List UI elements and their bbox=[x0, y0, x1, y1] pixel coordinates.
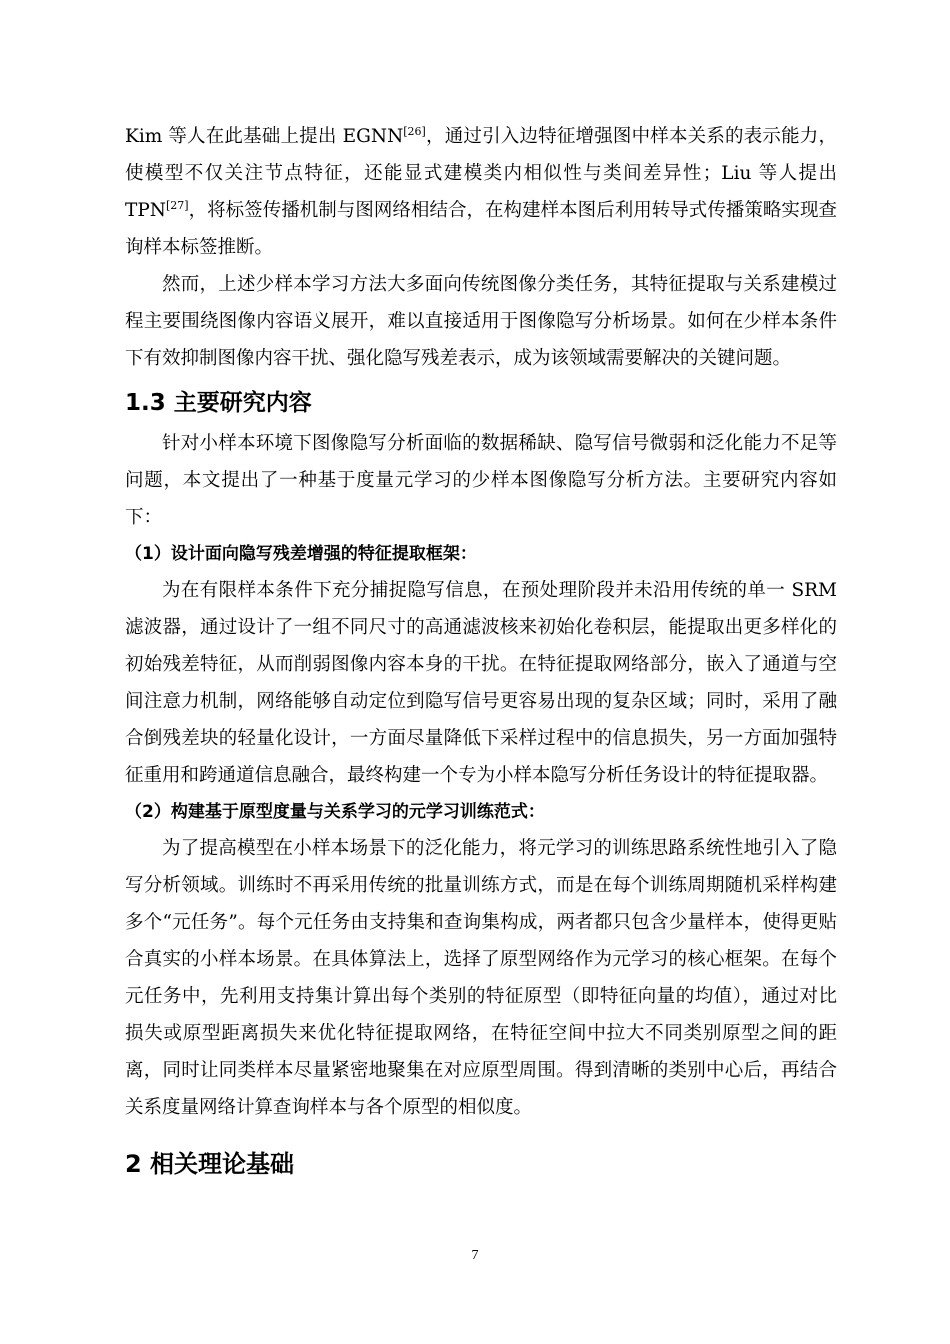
paragraph-limitation: 然而，上述少样本学习方法大多面向传统图像分类任务，其特征提取与关系建模过程主要围绕图像内容语义展开，难以直接适用于图像隐写分析场景。如何在少样本条件下有效抑制图像内容干扰、强化隐写残差表示，成为该领域需要解决的关键问题。 bbox=[125, 274, 837, 369]
paragraph-egnn-tpn bbox=[125, 118, 837, 266]
subheading-meta-learning: （2）构建基于原型度量与关系学习的元学习训练范式： bbox=[125, 802, 545, 822]
text-span: Kim 等人在此基础上提出 EGNN bbox=[125, 126, 404, 147]
page-body bbox=[125, 118, 837, 1186]
citation-ref: [26] bbox=[403, 124, 426, 138]
paragraph-feature-extraction: 为在有限样本条件下充分捕捉隐写信息，在预处理阶段并未沿用传统的单一 SRM 滤波器，通过设计了一组不同尺寸的高通滤波核来初始化卷积层，能提取出更多样化的初始残差特征，从而削弱图像内容本身的干扰。在特征提取网络部分，嵌入了通道与空间注意力机制，网络能够自动定位到隐写信号更容易出现的复杂区域；同时，采用了融合倒残差块的轻量化设计，一方面尽量降低下采样过程中的信息损失，另一方面加强特征重用和跨通道信息融合，最终构建一个专为小样本隐写分析任务设计的特征提取器。 bbox=[125, 580, 837, 786]
citation-ref: [27] bbox=[165, 198, 189, 212]
subheading-feature-extraction: （1）设计面向隐写残差增强的特征提取框架： bbox=[125, 544, 477, 564]
paragraph-meta-learning: 为了提高模型在小样本场景下的泛化能力，将元学习的训练思路系统性地引入了隐写分析领域。训练时不再采用传统的批量训练方式，而是在每个训练周期随机采样构建多个“元任务”。每个元任务由支持集和查询集构成，两者都只包含少量样本，使得更贴合真实的小样本场景。在具体算法上，选择了原型网络作为元学习的核心框架。在每个元任务中，先利用支持集计算出每个类别的特征原型（即特征向量的均值），通过对比损失或原型距离损失来优化特征提取网络，在特征空间中拉大不同类别原型之间的距离，同时让同类样本尽量紧密地聚集在对应原型周围。得到清晰的类别中心后，再结合关系度量网络计算查询样本与各个原型的相似度。 bbox=[125, 838, 837, 1118]
section-heading-1-3: 1.3 主要研究内容 bbox=[125, 390, 312, 416]
text-span: ，通过引入边特征增强图中样本关系的表示能力，使模型不仅关注节点特征，还能显式建模类内相似性与类间差异性；Liu 等人提出 TPN bbox=[125, 126, 837, 221]
text-span: ，将标签传播机制与图网络相结合，在构建样本图后利用转导式传播策略实现查询样本标签推断。 bbox=[125, 200, 837, 258]
page-number: 7 bbox=[471, 1248, 479, 1263]
paragraph-research-intro: 针对小样本环境下图像隐写分析面临的数据稀缺、隐写信号微弱和泛化能力不足等问题，本文提出了一种基于度量元学习的少样本图像隐写分析方法。主要研究内容如下： bbox=[125, 433, 837, 528]
section-heading-2: 2 相关理论基础 bbox=[125, 1150, 295, 1178]
